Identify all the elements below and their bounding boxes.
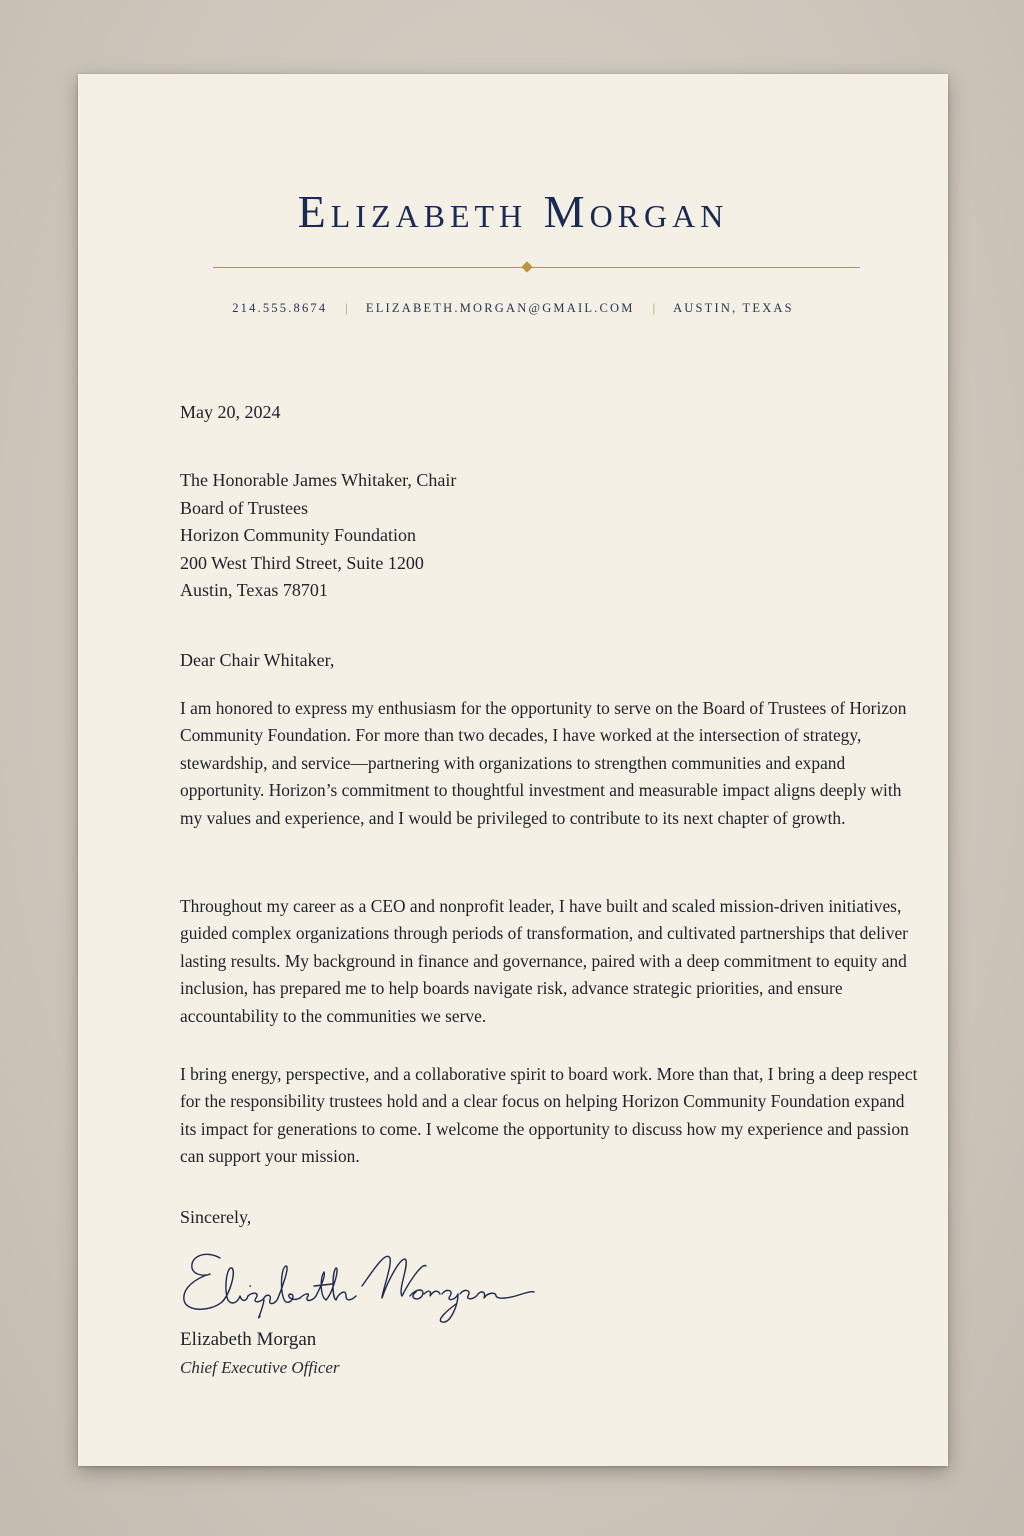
signer-title: Chief Executive Officer bbox=[180, 1358, 340, 1377]
signature-text: Elizabeth Morgan bbox=[356, 1296, 364, 1297]
letterhead-contact bbox=[78, 298, 948, 318]
recipient-line: Board of Trustees bbox=[180, 497, 309, 518]
divider-diamond-icon bbox=[521, 261, 532, 272]
recipient-line: The Honorable James Whitaker, Chair bbox=[180, 470, 457, 490]
body-paragraph-1: I am honored to express my enthusiasm for the opportunity to serve on the Board of Trustees of Horizon Community Foundation. For more than two decades, I have worked at the intersection of strategy, stewardship, and service—partnering with organizations to strengthen communities and expand opportunity. Horizon’s commitment to thoughtful investment and measurable impact aligns deeply with my values and experience, and I would be privileged to contribute to its next chapter of growth. bbox=[180, 698, 907, 828]
handwritten-signature bbox=[176, 1236, 536, 1328]
recipient-line: Austin, Texas 78701 bbox=[180, 580, 328, 600]
salutation: Dear Chair Whitaker, bbox=[180, 650, 335, 670]
body-paragraph-3: I bring energy, perspective, and a collaborative spirit to board work. More than that, I bring a deep respect for the responsibility trustees hold and a clear focus on helping Horizon Community Foundation expand its impact for generations to come. I welcome the opportunity to discuss how my experience and passion can support your mission. bbox=[180, 1064, 918, 1167]
contact-separator: | bbox=[652, 301, 656, 315]
recipient-address bbox=[180, 467, 456, 605]
contact-separator: | bbox=[345, 301, 348, 315]
contact-email: ELIZABETH.MORGAN@GMAIL.COM bbox=[365, 301, 635, 315]
body-paragraph-2: Throughout my career as a CEO and nonprofit leader, I have built and scaled mission-driven initiatives, guided complex organizations through periods of transformation, and cultivated partnerships that deliver lasting results. My background in finance and governance, paired with a deep commitment to equity and inclusion, has prepared me to help boards navigate risk, advance strategic priorities, and ensure accountability to the communities we serve. bbox=[180, 896, 908, 1026]
letterhead-divider bbox=[213, 267, 860, 268]
recipient-line: 200 West Third Street, Suite 1200 bbox=[180, 552, 424, 573]
recipient-line: Horizon Community Foundation bbox=[180, 525, 416, 545]
contact-phone: 214.555.8674 bbox=[232, 301, 328, 315]
signer-name: Elizabeth Morgan bbox=[180, 1329, 317, 1350]
letter-sheet bbox=[78, 74, 948, 1466]
letterhead-name: Elizabeth Morgan bbox=[297, 186, 729, 237]
letter-date: May 20, 2024 bbox=[180, 402, 281, 422]
closing: Sincerely, bbox=[180, 1207, 252, 1227]
contact-location: AUSTIN, TEXAS bbox=[673, 301, 794, 315]
